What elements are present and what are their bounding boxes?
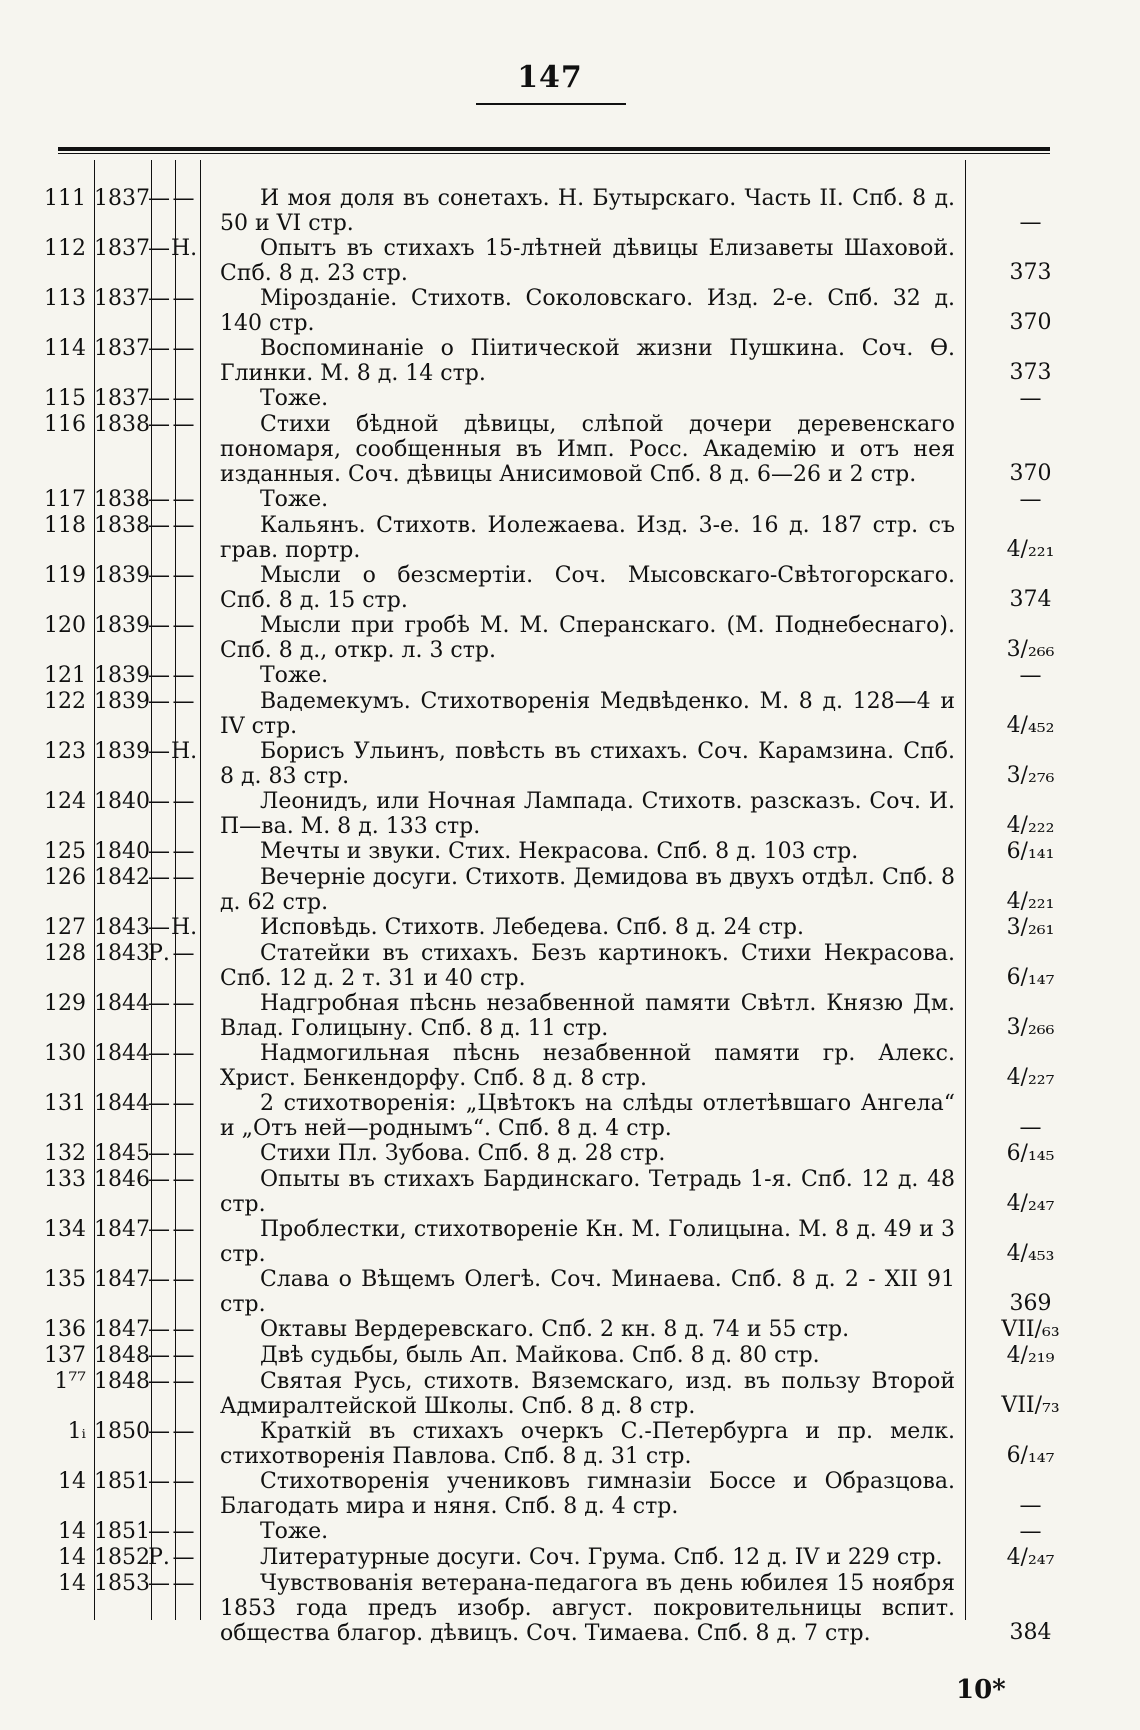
entry-year: 1838 [94, 513, 150, 538]
entry-mark-a: — [148, 689, 170, 714]
entry-title: Чувствованія ветерана-педагога въ день юбилея 15 ноября 1853 года предъ изобр. август. покровительницы вспит. общества благор. дѣвицъ. Соч. Тимаева. Спб. 8 д. 7 стр. [220, 1571, 955, 1646]
entry-mark-a: — [148, 739, 170, 764]
entry-number: 131 [44, 1091, 86, 1116]
entry-mark-a: — [148, 286, 170, 311]
catalog-row [0, 1167, 1100, 1217]
entry-year: 1851 [94, 1469, 150, 1494]
entry-mark-b: — [172, 839, 195, 864]
entry-mark-b: — [172, 1317, 195, 1342]
entry-mark-a: — [148, 663, 170, 688]
entry-price: 3/₂₇₆ [1006, 763, 1055, 788]
entry-price: — [1019, 210, 1042, 235]
entry-number: 130 [44, 1041, 86, 1066]
entry-price: — [1019, 487, 1042, 512]
entry-price: 369 [1009, 1291, 1052, 1316]
catalog-row [0, 865, 1100, 915]
entry-year: 1847 [94, 1217, 150, 1242]
entry-number: 14 [58, 1469, 86, 1494]
entry-mark-b: — [172, 513, 195, 538]
entry-mark-a: — [148, 412, 170, 437]
entry-year: 1848 [94, 1369, 150, 1394]
entry-title: Святая Русь, стихотв. Вяземскаго, изд. въ пользу Второй Адмиралтейской Школы. Спб. 8 д. 8 стр. [220, 1369, 955, 1419]
entry-number: 136 [44, 1317, 86, 1342]
entry-title: Опытъ въ стихахъ 15-лѣтней дѣвицы Елизаветы Шаховой. Спб. 8 д. 23 стр. [220, 236, 955, 286]
entry-mark-a: — [148, 513, 170, 538]
entry-year: 1840 [94, 789, 150, 814]
entry-mark-a: — [148, 915, 170, 940]
entry-price: VII/₇₃ [1001, 1393, 1060, 1418]
entry-number: 127 [44, 915, 86, 940]
entry-title: Мірозданіе. Стихотв. Соколовскаго. Изд. 2-е. Спб. 32 д. 140 стр. [220, 286, 955, 336]
entry-title: Проблестки, стихотвореніе Кн. М. Голицына. М. 8 д. 49 и 3 стр. [220, 1217, 955, 1267]
entry-mark-a: — [148, 1267, 170, 1292]
entry-number: 14 [58, 1571, 86, 1596]
catalog-row [0, 412, 1100, 487]
entry-price: 4/₂₂₁ [1006, 537, 1055, 562]
catalog-row [0, 286, 1100, 336]
entry-price: 6/₁₄₅ [1006, 1141, 1055, 1166]
entry-price: 6/₁₄₁ [1006, 839, 1055, 864]
entry-number: 133 [44, 1167, 86, 1192]
entry-title: Октавы Вердеревскаго. Спб. 2 кн. 8 д. 74 и 55 стр. [260, 1317, 850, 1342]
entry-number: 115 [44, 386, 86, 411]
entry-number: 117 [44, 487, 86, 512]
entry-price: 3/₂₆₁ [1006, 915, 1055, 940]
catalog-row [0, 1519, 1100, 1545]
entry-year: 1837 [94, 386, 150, 411]
catalog-row [0, 941, 1100, 991]
entry-year: 1839 [94, 689, 150, 714]
entry-price: 4/₄₅₂ [1006, 713, 1055, 738]
entry-price: — [1019, 386, 1042, 411]
entry-mark-b: — [172, 1469, 195, 1494]
entry-mark-a: — [148, 991, 170, 1016]
entry-year: 1837 [94, 336, 150, 361]
entry-mark-a: Р. [148, 1545, 170, 1570]
entry-title: И моя доля въ сонетахъ. Н. Бутырскаго. Часть II. Спб. 8 д. 50 и VI стр. [220, 186, 955, 236]
catalog-row [0, 1041, 1100, 1091]
entry-mark-b: — [172, 941, 195, 966]
entry-mark-a: — [148, 1571, 170, 1596]
entry-number: 119 [44, 563, 86, 588]
entry-number: 120 [44, 613, 86, 638]
entry-mark-a: — [148, 336, 170, 361]
entry-number: 113 [44, 286, 86, 311]
entry-title: Слава о Вѣщемъ Олегѣ. Соч. Минаева. Спб. 8 д. 2 - XII 91 стр. [220, 1267, 955, 1317]
entry-year: 1837 [94, 286, 150, 311]
page-number: 147 [517, 60, 583, 95]
entry-title: Тоже. [260, 386, 329, 411]
entry-number: 135 [44, 1267, 86, 1292]
catalog-row [0, 386, 1100, 412]
entry-year: 1845 [94, 1141, 150, 1166]
entry-title: Краткій въ стихахъ очеркъ С.-Петербурга и пр. мелк. стихотворенія Павлова. Спб. 8 д. 31 стр. [220, 1419, 955, 1469]
entry-number: 123 [44, 739, 86, 764]
page-number-rule [476, 103, 626, 105]
catalog-row [0, 689, 1100, 739]
catalog-row [0, 1419, 1100, 1469]
entry-mark-a: — [148, 386, 170, 411]
entry-title: Тоже. [260, 487, 329, 512]
entry-mark-b: — [172, 1041, 195, 1066]
entry-price: — [1019, 1519, 1042, 1544]
entry-price: 4/₂₄₇ [1006, 1191, 1055, 1216]
entry-mark-a: — [148, 1519, 170, 1544]
entry-title: Борисъ Ульинъ, повѣсть въ стихахъ. Соч. Карамзина. Спб. 8 д. 83 стр. [220, 739, 955, 789]
entry-year: 1848 [94, 1343, 150, 1368]
entry-title: Тоже. [260, 663, 329, 688]
entry-price: — [1019, 1115, 1042, 1140]
entry-number: 124 [44, 789, 86, 814]
catalog-row [0, 1369, 1100, 1419]
entry-number: 126 [44, 865, 86, 890]
entry-price: — [1019, 663, 1042, 688]
entry-number: 134 [44, 1217, 86, 1242]
entry-mark-a: — [148, 613, 170, 638]
entry-mark-a: — [148, 865, 170, 890]
entry-price: 370 [1009, 310, 1052, 335]
catalog-row [0, 513, 1100, 563]
entry-mark-a: — [148, 1091, 170, 1116]
catalog-row [0, 563, 1100, 613]
entry-price: 384 [1009, 1620, 1052, 1645]
entry-title: Стихи Пл. Зубова. Спб. 8 д. 28 стр. [260, 1141, 666, 1166]
entry-number: 111 [44, 186, 86, 211]
entry-title: Исповѣдь. Стихотв. Лебедева. Спб. 8 д. 24 стр. [260, 915, 804, 940]
entry-price: 374 [1009, 587, 1052, 612]
entry-mark-b: — [172, 613, 195, 638]
entry-mark-a: — [148, 1317, 170, 1342]
entry-mark-a: — [148, 1419, 170, 1444]
entry-price: 4/₂₂₂ [1006, 813, 1055, 838]
entry-mark-b: — [172, 336, 195, 361]
entry-mark-b: — [172, 1571, 195, 1596]
entry-mark-b: — [172, 286, 195, 311]
entry-mark-a: — [148, 1369, 170, 1394]
entry-mark-b: Н. [171, 236, 198, 261]
entry-year: 1844 [94, 1041, 150, 1066]
entry-title: Мысли о безсмертіи. Соч. Мысовскаго-Свѣтогорскаго. Спб. 8 д. 15 стр. [220, 563, 955, 613]
entry-mark-b: Н. [171, 915, 198, 940]
entry-mark-a: Р. [148, 941, 170, 966]
entry-title: Стихи бѣдной дѣвицы, слѣпой дочери деревенскаго пономаря, сообщенныя въ Имп. Росс. Академію и отъ нея изданныя. Соч. дѣвицы Анисимовой Спб. 8 д. 6—26 и 2 стр. [220, 412, 955, 487]
entry-title: Литературные досуги. Соч. Грума. Спб. 12 д. IV и 229 стр. [260, 1545, 943, 1570]
entry-mark-a: — [148, 186, 170, 211]
entry-year: 1847 [94, 1317, 150, 1342]
entry-mark-a: — [148, 1469, 170, 1494]
entry-mark-a: — [148, 563, 170, 588]
catalog-row [0, 1091, 1100, 1141]
entry-number: 1ᵢ [67, 1419, 86, 1444]
entry-year: 1853 [94, 1571, 150, 1596]
entry-mark-a: — [148, 1167, 170, 1192]
entry-title: Мысли при гробѣ М. М. Сперанскаго. (М. Поднебеснаго). Спб. 8 д., откр. л. 3 стр. [220, 613, 955, 663]
entry-mark-b: — [172, 789, 195, 814]
entry-mark-a: — [148, 1217, 170, 1242]
catalog-row [0, 1217, 1100, 1267]
entry-price: 373 [1009, 260, 1052, 285]
entry-price: 4/₂₄₇ [1006, 1545, 1055, 1570]
catalog-row [0, 789, 1100, 839]
entry-year: 1837 [94, 236, 150, 261]
entry-year: 1852 [94, 1545, 150, 1570]
catalog-row [0, 663, 1100, 689]
entry-mark-b: — [172, 1217, 195, 1242]
entry-number: 125 [44, 839, 86, 864]
entry-title: Тоже. [260, 1519, 329, 1544]
entry-mark-a: — [148, 1141, 170, 1166]
entry-title: Надмогильная пѣснь незабвенной памяти гр. Алекс. Христ. Бенкендорфу. Спб. 8 д. 8 стр. [220, 1041, 955, 1091]
catalog-row [0, 1141, 1100, 1167]
catalog-row [0, 1545, 1100, 1571]
entry-price: 4/₂₂₇ [1006, 1065, 1055, 1090]
catalog-row [0, 336, 1100, 386]
entry-title: Двѣ судьбы, быль Ап. Майкова. Спб. 8 д. 80 стр. [260, 1343, 820, 1368]
entry-title: Кальянъ. Стихотв. Иолежаева. Изд. 3-е. 16 д. 187 стр. съ грав. портр. [220, 513, 955, 563]
entry-mark-a: — [148, 1041, 170, 1066]
entry-price: 373 [1009, 360, 1052, 385]
catalog-row [0, 739, 1100, 789]
entry-number: 129 [44, 991, 86, 1016]
entry-price: — [1019, 1493, 1042, 1518]
entry-mark-b: — [172, 1545, 195, 1570]
entry-number: 121 [44, 663, 86, 688]
entry-number: 14 [58, 1545, 86, 1570]
entry-year: 1843 [94, 915, 150, 940]
entry-price: 4/₄₅₃ [1006, 1241, 1055, 1266]
entry-year: 1839 [94, 563, 150, 588]
entry-mark-b: — [172, 186, 195, 211]
entry-number: 1⁷⁷ [54, 1369, 86, 1394]
entry-mark-b: — [172, 487, 195, 512]
catalog-table [0, 186, 1100, 1646]
entry-mark-b: — [172, 1343, 195, 1368]
catalog-row [0, 1317, 1100, 1343]
entry-title: Надгробная пѣснь незабвенной памяти Свѣтл. Князю Дм. Влад. Голицыну. Спб. 8 д. 11 стр. [220, 991, 955, 1041]
entry-title: Вечерніе досуги. Стихотв. Демидова въ двухъ отдѣл. Спб. 8 д. 62 стр. [220, 865, 955, 915]
catalog-row [0, 915, 1100, 941]
header-rule [58, 147, 1050, 151]
catalog-row [0, 991, 1100, 1041]
entry-number: 132 [44, 1141, 86, 1166]
entry-year: 1839 [94, 663, 150, 688]
entry-title: 2 стихотворенія: „Цвѣтокъ на слѣды отлетѣвшаго Ангела“ и „Отъ ней—роднымъ“. Спб. 8 д. 4 стр. [220, 1091, 955, 1141]
entry-mark-b: — [172, 386, 195, 411]
catalog-row [0, 487, 1100, 513]
entry-year: 1844 [94, 991, 150, 1016]
entry-mark-b: — [172, 689, 195, 714]
catalog-row [0, 839, 1100, 865]
entry-price: 370 [1009, 461, 1052, 486]
entry-title: Стихотворенія учениковъ гимназіи Боссе и Образцова. Благодать мира и няня. Спб. 8 д. 4 стр. [220, 1469, 955, 1519]
catalog-row [0, 186, 1100, 236]
entry-mark-b: — [172, 1141, 195, 1166]
entry-mark-b: — [172, 1419, 195, 1444]
entry-number: 116 [44, 412, 86, 437]
entry-price: 3/₂₆₆ [1006, 1015, 1055, 1040]
entry-year: 1838 [94, 412, 150, 437]
entry-mark-b: — [172, 865, 195, 890]
entry-price: 4/₂₁₉ [1006, 1343, 1055, 1368]
entry-number: 114 [44, 336, 86, 361]
entry-mark-a: — [148, 236, 170, 261]
entry-mark-b: — [172, 663, 195, 688]
entry-mark-a: — [148, 487, 170, 512]
entry-mark-a: — [148, 789, 170, 814]
entry-title: Опыты въ стихахъ Бардинскаго. Тетрадь 1-я. Спб. 12 д. 48 стр. [220, 1167, 955, 1217]
entry-year: 1838 [94, 487, 150, 512]
entry-price: VII/₆₃ [1001, 1317, 1060, 1342]
entry-mark-a: — [148, 839, 170, 864]
entry-year: 1843 [94, 941, 150, 966]
entry-number: 118 [44, 513, 86, 538]
entry-mark-b: — [172, 563, 195, 588]
entry-mark-b: — [172, 991, 195, 1016]
entry-price: 4/₂₂₁ [1006, 889, 1055, 914]
entry-number: 128 [44, 941, 86, 966]
header-rule-thin [58, 153, 1050, 154]
entry-year: 1842 [94, 865, 150, 890]
entry-mark-b: Н. [171, 739, 198, 764]
entry-year: 1844 [94, 1091, 150, 1116]
entry-mark-b: — [172, 412, 195, 437]
entry-title: Леонидъ, или Ночная Лампада. Стихотв. разсказъ. Соч. И. П—ва. М. 8 д. 133 стр. [220, 789, 955, 839]
entry-title: Воспоминаніе о Піитической жизни Пушкина. Соч. Ѳ. Глинки. М. 8 д. 14 стр. [220, 336, 955, 386]
entry-year: 1839 [94, 739, 150, 764]
signature-mark: 10* [956, 1675, 1006, 1705]
catalog-row [0, 1267, 1100, 1317]
entry-mark-b: — [172, 1369, 195, 1394]
entry-year: 1840 [94, 839, 150, 864]
entry-number: 112 [44, 236, 86, 261]
entry-mark-b: — [172, 1267, 195, 1292]
entry-number: 137 [44, 1343, 86, 1368]
entry-title: Мечты и звуки. Стих. Некрасова. Спб. 8 д. 103 стр. [260, 839, 859, 864]
entry-number: 122 [44, 689, 86, 714]
entry-year: 1850 [94, 1419, 150, 1444]
entry-mark-b: — [172, 1519, 195, 1544]
entry-mark-b: — [172, 1091, 195, 1116]
catalog-row [0, 1343, 1100, 1369]
entry-mark-a: — [148, 1343, 170, 1368]
entry-price: 6/₁₄₇ [1006, 965, 1055, 990]
catalog-row [0, 236, 1100, 286]
entry-year: 1847 [94, 1267, 150, 1292]
entry-title: Вадемекумъ. Стихотворенія Медвѣденко. М. 8 д. 128—4 и IV стр. [220, 689, 955, 739]
entry-year: 1846 [94, 1167, 150, 1192]
catalog-row [0, 613, 1100, 663]
entry-price: 6/₁₄₇ [1006, 1443, 1055, 1468]
catalog-row [0, 1571, 1100, 1646]
entry-number: 14 [58, 1519, 86, 1544]
entry-year: 1839 [94, 613, 150, 638]
entry-year: 1851 [94, 1519, 150, 1544]
entry-price: 3/₂₆₆ [1006, 637, 1055, 662]
entry-year: 1837 [94, 186, 150, 211]
catalog-row [0, 1469, 1100, 1519]
entry-mark-b: — [172, 1167, 195, 1192]
entry-title: Статейки въ стихахъ. Безъ картинокъ. Стихи Некрасова. Спб. 12 д. 2 т. 31 и 40 стр. [220, 941, 955, 991]
